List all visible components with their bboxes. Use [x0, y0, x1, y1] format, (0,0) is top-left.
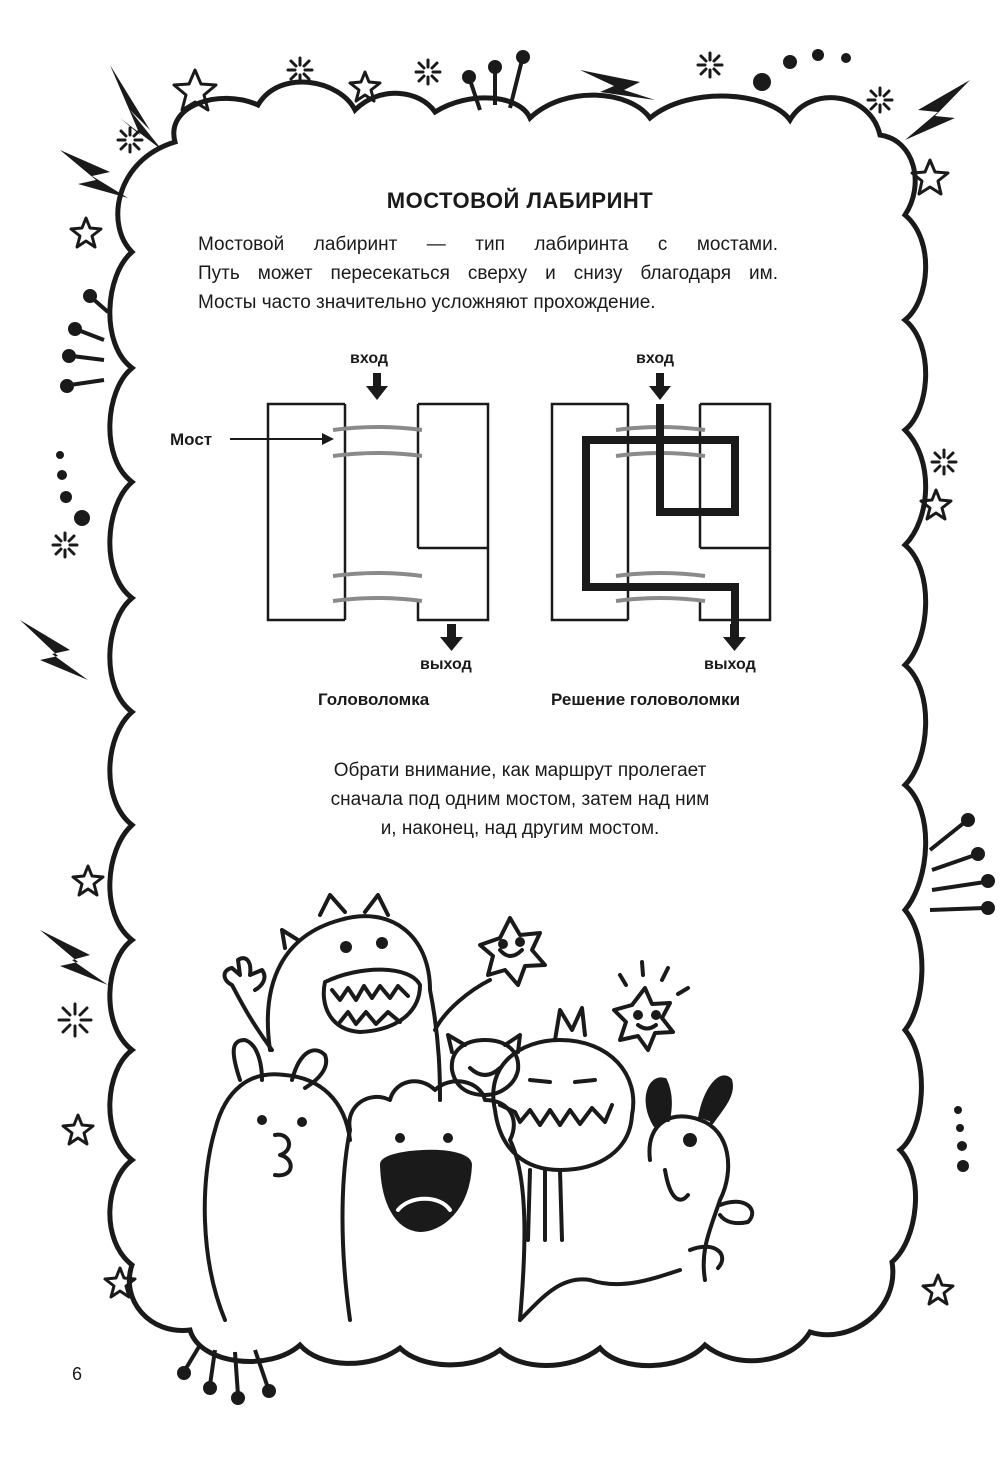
intro-line: Мосты часто значительно усложняют прохождение. — [198, 292, 656, 313]
note-line: сначала под одним мостом, затем над ним — [330, 789, 710, 810]
note-line: и, наконец, над другим мостом. — [380, 818, 660, 839]
puzzle-caption: Головоломка — [318, 690, 430, 709]
bridge-label: Мост — [170, 430, 213, 449]
intro-line: Путь может пересекаться сверху и снизу благодаря им. — [198, 263, 778, 284]
intro-paragraph — [198, 230, 778, 317]
exit-label-solution: выход — [704, 656, 756, 673]
maze-puzzle — [268, 404, 488, 620]
solution-caption: Решение головоломки — [551, 690, 741, 709]
page-number: 6 — [72, 1364, 83, 1384]
exit-label-puzzle: выход — [420, 656, 472, 673]
note-line: Обрати внимание, как маршрут пролегает — [333, 760, 707, 781]
solution-path — [586, 404, 735, 625]
bridges-puzzle — [333, 427, 422, 601]
entry-label-puzzle: вход — [350, 350, 389, 367]
note-paragraph — [240, 756, 800, 843]
entry-label-solution: вход — [636, 350, 675, 367]
monsters-illustration — [205, 895, 752, 1320]
intro-line: Мостовой лабиринт — тип лабиринта с мостами. — [198, 234, 778, 255]
page-title: МОСТОВОЙ ЛАБИРИНТ — [386, 188, 654, 213]
